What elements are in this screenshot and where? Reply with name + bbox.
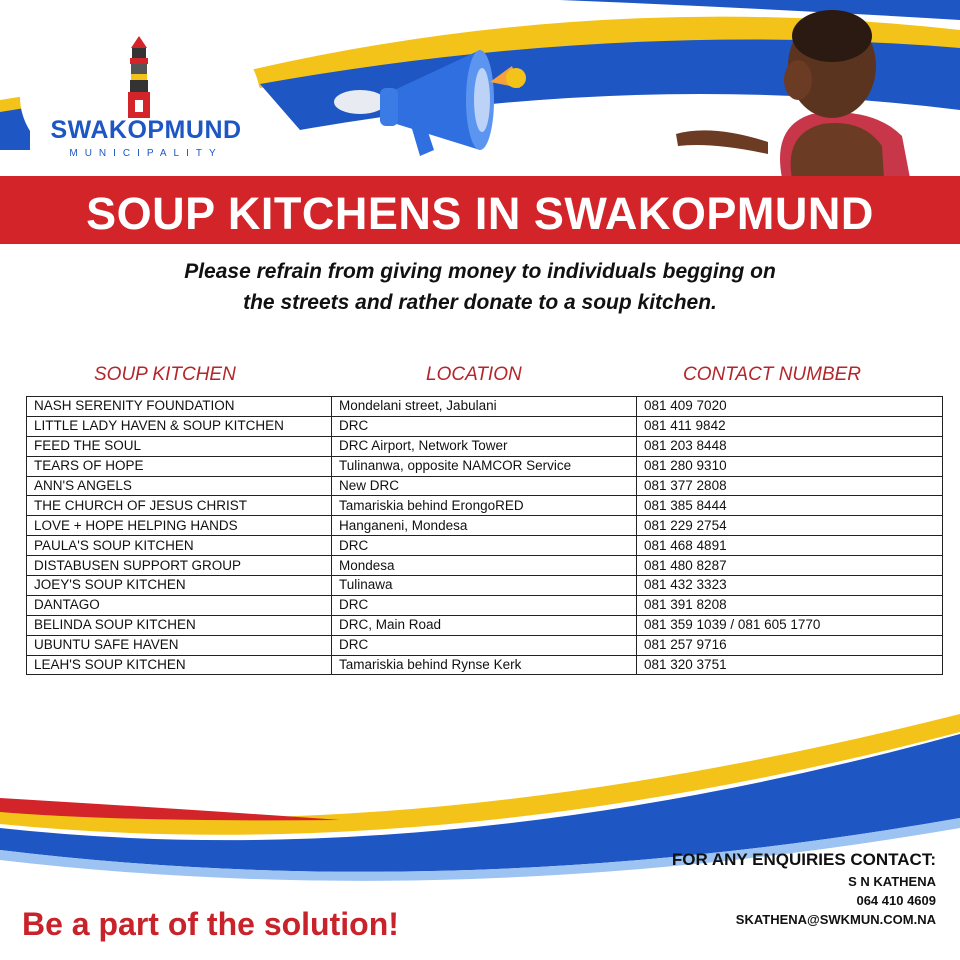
kitchen-contact: 081 432 3323: [637, 576, 943, 596]
kitchen-contact: 081 468 4891: [637, 536, 943, 556]
kitchen-contact: 081 411 9842: [637, 416, 943, 436]
kitchen-location: Mondesa: [332, 556, 637, 576]
column-header-soup-kitchen: SOUP KITCHEN: [94, 364, 236, 385]
table-row: [27, 635, 943, 655]
page-title: SOUP KITCHENS IN SWAKOPMUND: [86, 188, 874, 239]
kitchen-location: DRC: [332, 416, 637, 436]
kitchen-name: JOEY'S SOUP KITCHEN: [27, 576, 332, 596]
kitchen-location: DRC: [332, 635, 637, 655]
kitchen-location: Mondelani street, Jabulani: [332, 397, 637, 417]
appeal-text: [80, 256, 880, 318]
enquiries-block: [672, 850, 936, 927]
soup-kitchen-table: [26, 396, 943, 675]
contact-name: S N KATHENA: [848, 874, 936, 889]
kitchen-name: DISTABUSEN SUPPORT GROUP: [27, 556, 332, 576]
kitchen-location: DRC: [332, 595, 637, 615]
kitchen-name: LEAH'S SOUP KITCHEN: [27, 655, 332, 675]
megaphone-icon: [330, 30, 530, 170]
kitchen-contact: 081 203 8448: [637, 436, 943, 456]
kitchen-contact: 081 385 8444: [637, 496, 943, 516]
table-row: [27, 576, 943, 596]
kitchen-name: DANTAGO: [27, 595, 332, 615]
kitchen-name: LITTLE LADY HAVEN & SOUP KITCHEN: [27, 416, 332, 436]
table-row: [27, 655, 943, 675]
kitchen-name: UBUNTU SAFE HAVEN: [27, 635, 332, 655]
kitchen-location: DRC: [332, 536, 637, 556]
kitchen-name: NASH SERENITY FOUNDATION: [27, 397, 332, 417]
brand-name: SWAKOPMUND: [50, 116, 242, 144]
enquiries-title: FOR ANY ENQUIRIES CONTACT:: [671, 850, 936, 869]
appeal-line-1: Please refrain from giving money to individuals begging on: [184, 260, 776, 283]
table-row: [27, 456, 943, 476]
contact-email: SKATHENA@SWKMUN.COM.NA: [735, 912, 936, 927]
kitchen-contact: 081 229 2754: [637, 516, 943, 536]
kitchen-location: DRC, Main Road: [332, 615, 637, 635]
table-row: [27, 476, 943, 496]
kitchen-name: BELINDA SOUP KITCHEN: [27, 615, 332, 635]
table-row: [27, 595, 943, 615]
table-row: [27, 615, 943, 635]
lighthouse-logo-icon: [124, 36, 154, 118]
child-photo: [672, 6, 912, 178]
kitchen-name: TEARS OF HOPE: [27, 456, 332, 476]
kitchen-contact: 081 280 9310: [637, 456, 943, 476]
kitchen-contact: 081 257 9716: [637, 635, 943, 655]
column-header-location: LOCATION: [426, 364, 522, 385]
kitchen-location: Tamariskia behind ErongoRED: [332, 496, 637, 516]
kitchen-location: New DRC: [332, 476, 637, 496]
slogan: Be a part of the solution!: [22, 906, 399, 942]
table-row: [27, 436, 943, 456]
brand-subtitle: MUNICIPALITY: [69, 148, 223, 159]
kitchen-location: DRC Airport, Network Tower: [332, 436, 637, 456]
kitchen-location: Tulinanwa, opposite NAMCOR Service: [332, 456, 637, 476]
kitchen-contact: 081 391 8208: [637, 595, 943, 615]
kitchen-contact: 081 409 7020: [637, 397, 943, 417]
table-row: [27, 416, 943, 436]
table-row: [27, 556, 943, 576]
table-row: [27, 496, 943, 516]
kitchen-location: Hanganeni, Mondesa: [332, 516, 637, 536]
kitchen-name: PAULA'S SOUP KITCHEN: [27, 536, 332, 556]
municipality-logo: [20, 12, 260, 182]
kitchen-contact: 081 377 2808: [637, 476, 943, 496]
kitchen-name: ANN'S ANGELS: [27, 476, 332, 496]
column-header-contact-number: CONTACT NUMBER: [683, 364, 862, 385]
kitchen-name: FEED THE SOUL: [27, 436, 332, 456]
kitchen-name: LOVE + HOPE HELPING HANDS: [27, 516, 332, 536]
kitchen-contact: 081 320 3751: [637, 655, 943, 675]
table-row: [27, 397, 943, 417]
kitchen-location: Tulinawa: [332, 576, 637, 596]
kitchen-name: THE CHURCH OF JESUS CHRIST: [27, 496, 332, 516]
kitchen-contact: 081 480 8287: [637, 556, 943, 576]
kitchen-contact: 081 359 1039 / 081 605 1770: [637, 615, 943, 635]
table-row: [27, 536, 943, 556]
contact-phone: 064 410 4609: [856, 893, 936, 908]
kitchen-location: Tamariskia behind Rynse Kerk: [332, 655, 637, 675]
table-row: [27, 516, 943, 536]
appeal-line-2: the streets and rather donate to a soup kitchen.: [243, 291, 717, 314]
